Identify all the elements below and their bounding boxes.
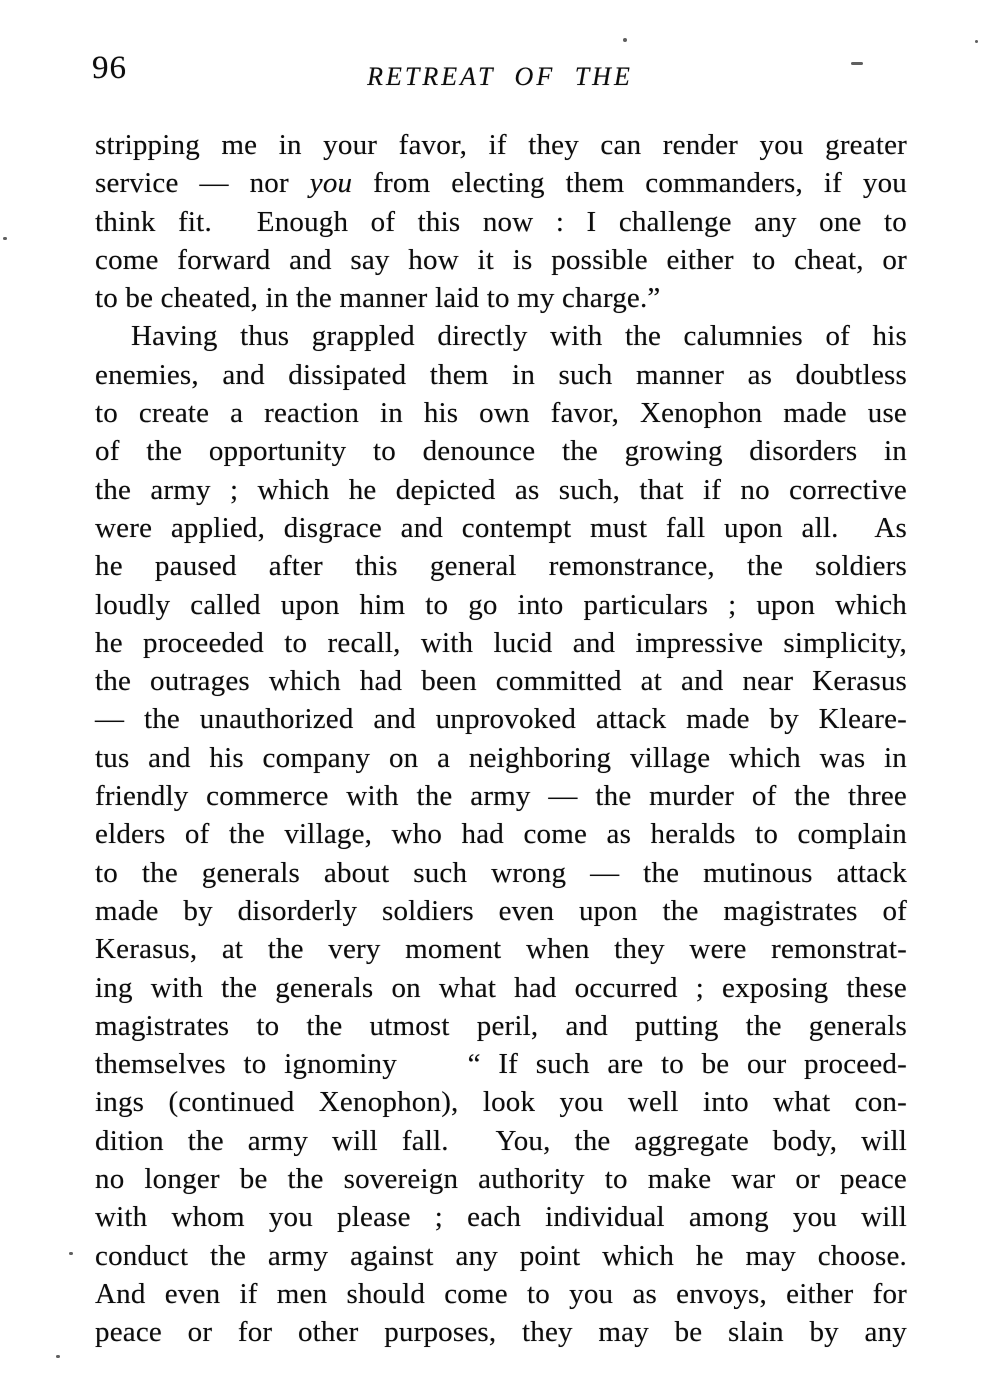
body-text — [95, 126, 907, 1352]
text-line: And even if men should come to you as envoys, either for — [95, 1277, 907, 1310]
text-line: to create a reaction in his own favor, Xenophon made use — [95, 397, 907, 430]
text-line: elders of the village, who had come as heralds to complain — [95, 818, 907, 851]
text-line: come forward and say how it is possible either to cheat, or — [95, 243, 907, 276]
text-line: tus and his company on a neighboring village which was in — [95, 741, 907, 774]
text-line: of the opportunity to denounce the growing disorders in — [95, 435, 907, 468]
scan-artifact — [623, 38, 627, 42]
running-header: RETREAT OF THE — [367, 62, 633, 91]
text-line: ing with the generals on what had occurred ; exposing these — [95, 971, 907, 1004]
text-line: dition the army will fall. You, the aggregate body, will — [95, 1124, 907, 1157]
text-line: conduct the army against any point which he may choose. — [95, 1239, 907, 1272]
text-line: think fit. Enough of this now : I challenge any one to — [95, 205, 907, 238]
text-line: magistrates to the utmost peril, and putting the generals — [95, 1009, 907, 1042]
text-line: the army ; which he depicted as such, that if no corrective — [95, 473, 907, 506]
text-line: loudly called upon him to go into particulars ; upon which — [95, 588, 907, 621]
text-line: he paused after this general remonstrance, the soldiers — [95, 550, 907, 583]
scan-artifact — [3, 237, 7, 240]
text-line: enemies, and dissipated them in such manner as doubtless — [95, 358, 907, 391]
scan-artifact — [975, 40, 978, 43]
text-line: ings (continued Xenophon), look you well into what con- — [95, 1086, 907, 1119]
scan-artifact — [851, 62, 863, 65]
text-line: themselves to ignominy “ If such are to be our proceed- — [95, 1048, 907, 1081]
text-line: service — nor you from electing them commanders, if you — [95, 167, 907, 200]
text-line: he proceeded to recall, with lucid and impressive simplicity, — [95, 626, 907, 659]
text-line: peace or for other purposes, they may be slain by any — [95, 1316, 907, 1349]
text-line: were applied, disgrace and contempt must fall upon all. As — [95, 511, 907, 544]
scan-artifact — [56, 1355, 60, 1358]
text-line: to be cheated, in the manner laid to my charge.” — [95, 282, 661, 315]
text-line: friendly commerce with the army — the murder of the three — [95, 780, 907, 813]
text-line: no longer be the sovereign authority to make war or peace — [95, 1163, 907, 1196]
text-line: stripping me in your favor, if they can render you greater — [95, 129, 907, 161]
text-line: — the unauthorized and unprovoked attack made by Kleare- — [95, 703, 907, 736]
page-number: 96 — [92, 50, 127, 86]
text-line: Having thus grappled directly with the calumnies of his — [131, 320, 907, 353]
text-line: made by disorderly soldiers even upon the magistrates of — [95, 894, 907, 927]
text-line: to the generals about such wrong — the mutinous attack — [95, 856, 907, 889]
text-line: the outrages which had been committed at and near Kerasus — [95, 665, 907, 698]
text-line: with whom you please ; each individual among you will — [95, 1201, 907, 1234]
text-line: Kerasus, at the very moment when they were remonstrat- — [95, 933, 907, 966]
scan-artifact — [69, 1252, 73, 1255]
